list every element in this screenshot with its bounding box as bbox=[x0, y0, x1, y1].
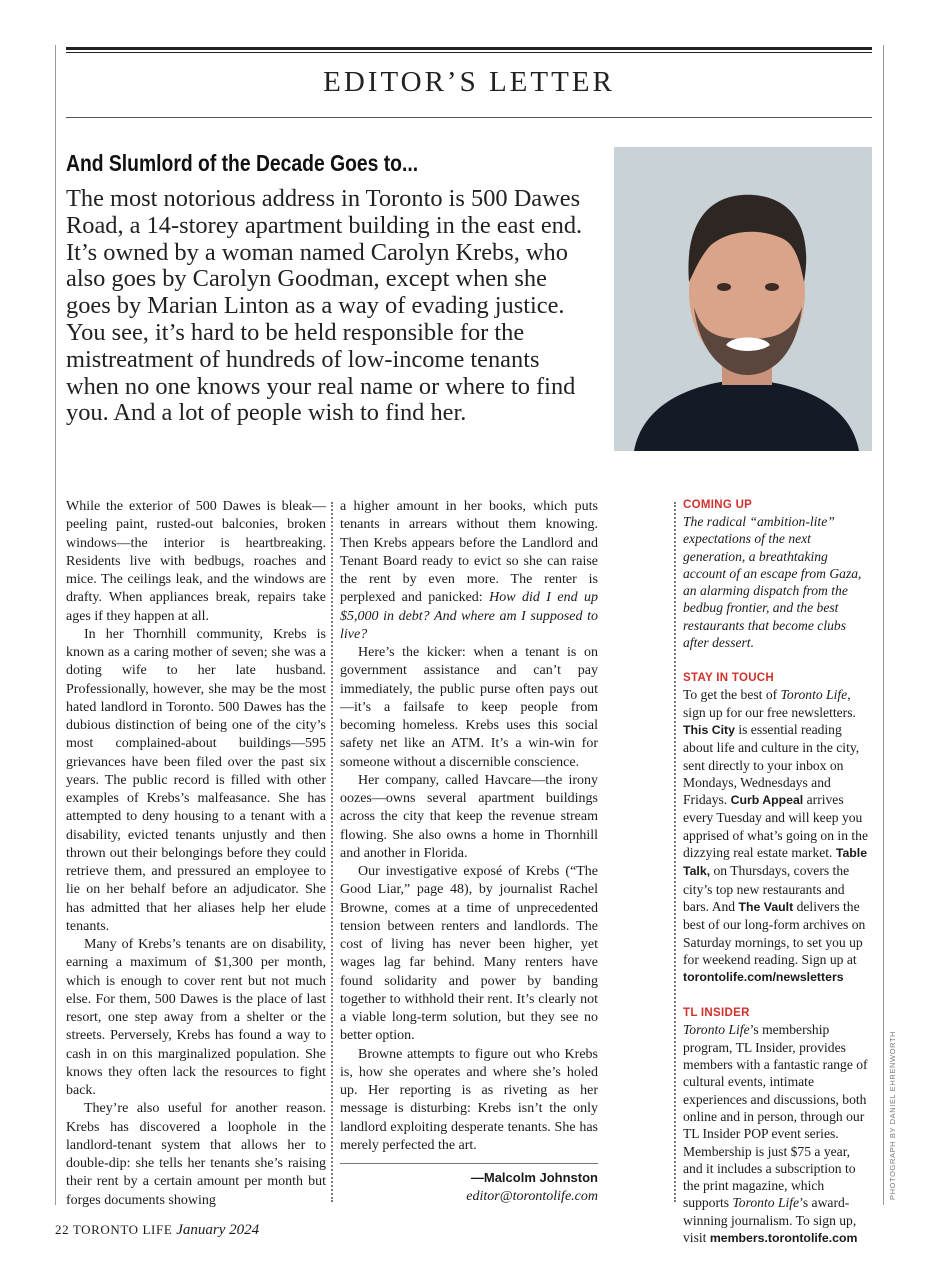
bold-text[interactable]: members.torontolife.com bbox=[709, 1230, 858, 1245]
italic-text: Toronto Life bbox=[683, 1022, 750, 1038]
text-run: ’s award-winning journalism. To sign up, visit bbox=[683, 1195, 857, 1245]
title-rule bbox=[66, 117, 872, 118]
paragraph bbox=[66, 498, 326, 626]
sidebar-block bbox=[683, 498, 873, 651]
text-run: Here’s the kicker: when a tenant is on government assistance and can’t pay immediately, the public purse often pays out—it’s a failsafe to keep people from becoming homeless. Krebs uses this social safety net like an ATM. It’s a win-win for someone without a discernible conscience. bbox=[340, 645, 598, 770]
text-run: ’s membership program, TL Insider, provides members with a fantastic range of cultural events, intimate experiences and discussions, both online and in person, through our TL Insider POP event series. Membership is just $75 a year, and it includes a subscription to the print magazine, which supports bbox=[683, 1022, 868, 1211]
top-rule bbox=[66, 47, 872, 50]
text-run: While the exterior of 500 Dawes is bleak—peeling paint, rusted-out balconies, broken windows—the interior is heartbreaking. Residents live with bedbugs, roaches and mice. The ceilings leak, and the windows are drafty. When appliances break, repairs take ages if they happen at all. bbox=[66, 499, 326, 624]
text-run: arrives every Tuesday and will keep you apprised of what’s going on in the dizzying real estate market. bbox=[683, 792, 868, 861]
paragraph bbox=[340, 1046, 598, 1156]
bold-text: Curb Appeal bbox=[730, 793, 804, 808]
body-column-2 bbox=[340, 498, 598, 1155]
signature-name: —Malcolm Johnston bbox=[470, 1170, 598, 1185]
sidebar-heading: STAY IN TOUCH bbox=[683, 672, 775, 685]
text-run: Many of Krebs’s tenants are on disability, earning a maximum of $1,300 per month, which is enough to cover rent but not much else. For them, 500 Dawes is the place of last resort, one step away from a shelter or the streets. Perversely, Krebs has found a way to cash in on this marginalized population. She knows they often lack the resources to fight back. bbox=[66, 937, 326, 1098]
signature bbox=[340, 1168, 598, 1206]
signature-email[interactable]: editor@torontolife.com bbox=[466, 1189, 598, 1204]
section-title: EDITOR’S LETTER bbox=[323, 66, 615, 98]
text-run: Our investigative exposé of Krebs (“The Good Liar,” page 48), by journalist Rachel Browne, comes at a time of unprecedented tension between renters and landlords. The cost of living has never been higher, yet wages lag far behind. Many renters have found solidarity and power by banding together to withhold their rent. It’s clearly not a viable long-term solution, but they see no better option. bbox=[340, 864, 598, 1044]
column-divider bbox=[331, 502, 333, 1202]
italic-text: Toronto Life bbox=[780, 687, 848, 703]
bold-text: The Vault bbox=[738, 899, 794, 914]
issue-date: January 2024 bbox=[176, 1222, 260, 1238]
text-run: Browne attempts to figure out who Krebs is, how she operates and where she’s holed up. Her reporting is as riveting as her message is disturbing: Krebs isn’t the only landlord exploiting desperate tenants. She has merely perfected the art. bbox=[340, 1046, 598, 1153]
sidebar-text bbox=[683, 1021, 873, 1247]
editor-portrait bbox=[614, 147, 872, 451]
sidebar-divider bbox=[674, 502, 676, 1202]
text-run: They’re also useful for another reason. Krebs has discovered a loophole in the landlord-tenant system that allows her to double-dip: she tells her tenants she’s raising their rent by a certain amount per month but forges documents showing bbox=[66, 1101, 326, 1208]
paragraph bbox=[340, 772, 598, 863]
body-column-1 bbox=[66, 498, 326, 1210]
text-run: In her Thornhill community, Krebs is known as a caring mother of seven; she was a doting wife to her late husband. Professionally, however, she may be the most hated landlord in Toronto. 500 Dawes has the dubious distinction of being one of the city’s most complained-about buildings—595 grievances have been filed over the past six years. The public record is filled with other examples of Krebs’s malfeasance. She has attempted to deny housing to a tenant with a disability, evicted tenants unjustly and then thrown out their belongings before they could retrieve them, and pressured an employee to lie on her behalf before an adjudicator. She has admitted that her aliases help her elude tenants. bbox=[66, 626, 326, 934]
page-frame-left bbox=[55, 45, 56, 1205]
photo-credit: PHOTOGRAPH BY DANIEL EHRENWORTH bbox=[888, 1030, 897, 1200]
sidebar bbox=[683, 498, 873, 1267]
bold-text: This City bbox=[683, 722, 735, 737]
text-run: on Thursdays, covers the city’s top new restaurants and bars. And bbox=[683, 863, 850, 914]
deck: The most notorious address in Toronto is 500 Dawes Road, a 14-storey apartment building in the east end. It’s owned by a woman named Carolyn Krebs, who also goes by Carolyn Goodman, except when she goes by Marian Linton as a way of evading justice. You see, it’s hard to be held responsible for the mistreatment of hundreds of low-income tenants when no one knows your real name or where to find you. And a lot of people wish to find her. bbox=[66, 185, 583, 427]
italic-text: The radical “ambition-lite” expectations of the next generation, a breathtaking account of an escape from Gaza, an alarming dispatch from the bedbug frontier, and the best restaurants that become clubs after dessert. bbox=[683, 514, 862, 651]
text-run: , sign up for our free newsletters. bbox=[683, 687, 856, 720]
text-run: is essential reading about life and culture in the city, sent directly to your inbox on Mondays, Wednesdays and Fridays. bbox=[683, 721, 860, 808]
magazine-name: TORONTO LIFE bbox=[72, 1222, 173, 1237]
text-run: To get the best of bbox=[683, 687, 781, 703]
text-run: Her company, called Havcare—the irony oozes—owns several apartment buildings across the city that keep the revenue stream flowing. She also owns a home in Thornhill and another in Florida. bbox=[340, 772, 598, 861]
text-run: a higher amount in her books, which puts tenants in arrears without them knowing. Then Krebs appears before the Landlord and Tenant Board ready to evict so she can raise the rent by even more. The renter is perplexed and panicked: bbox=[340, 499, 598, 606]
paragraph bbox=[340, 498, 598, 644]
sidebar-heading: COMING UP bbox=[683, 499, 753, 511]
italic-text: Toronto Life bbox=[732, 1195, 800, 1211]
sidebar-block bbox=[683, 671, 873, 986]
sidebar-block bbox=[683, 1006, 873, 1247]
paragraph bbox=[340, 863, 598, 1046]
text-run: delivers the best of our long-form archives on Saturday mornings, to set you up for weekend reading. Sign up at bbox=[683, 898, 866, 967]
sidebar-text bbox=[683, 686, 873, 986]
paragraph bbox=[66, 626, 326, 936]
bold-text[interactable]: torontolife.com/newsletters bbox=[683, 970, 844, 985]
paragraph bbox=[66, 936, 326, 1100]
page-number: 22 bbox=[55, 1222, 70, 1237]
signature-rule bbox=[340, 1163, 598, 1164]
italic-text: How did I end up $5,000 in debt? And where am I supposed to live? bbox=[340, 590, 598, 642]
page-frame-right bbox=[883, 45, 884, 1205]
paragraph bbox=[66, 1100, 326, 1210]
headline: And Slumlord of the Decade Goes to... bbox=[66, 150, 419, 176]
bold-text: Table Talk, bbox=[683, 846, 868, 879]
sidebar-heading: TL INSIDER bbox=[683, 1007, 750, 1020]
page-footer bbox=[55, 1222, 259, 1239]
sidebar-text bbox=[683, 513, 873, 651]
top-rule-thin bbox=[66, 52, 872, 53]
paragraph bbox=[340, 644, 598, 772]
